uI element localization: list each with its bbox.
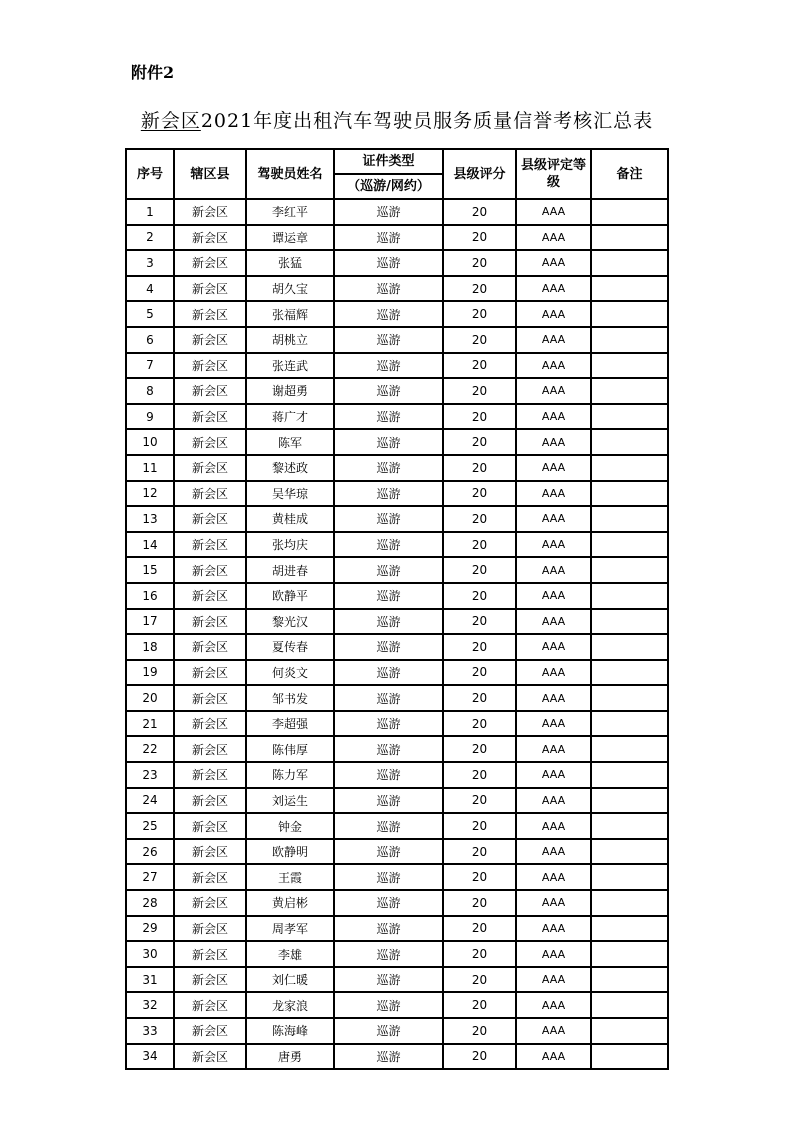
cell-district: 新会区 (174, 916, 246, 942)
cell-remarks (591, 506, 668, 532)
cell-driver-name: 夏传春 (246, 634, 334, 660)
cell-driver-name: 黄桂成 (246, 506, 334, 532)
cell-county-score: 20 (443, 429, 516, 455)
cell-driver-name: 张连武 (246, 353, 334, 379)
cell-seq: 18 (126, 634, 174, 660)
cell-cert-type: 巡游 (334, 506, 443, 532)
cell-county-grade: AAA (516, 404, 591, 430)
cell-driver-name: 黎述政 (246, 455, 334, 481)
cell-cert-type: 巡游 (334, 557, 443, 583)
cell-driver-name: 黎光汉 (246, 609, 334, 635)
table-row (126, 634, 668, 660)
table-row (126, 890, 668, 916)
cell-seq: 8 (126, 378, 174, 404)
cell-cert-type: 巡游 (334, 301, 443, 327)
cell-seq: 14 (126, 532, 174, 558)
cell-county-grade: AAA (516, 762, 591, 788)
cell-county-grade: AAA (516, 353, 591, 379)
cell-district: 新会区 (174, 404, 246, 430)
cell-county-score: 20 (443, 788, 516, 814)
cell-seq: 15 (126, 557, 174, 583)
cell-cert-type: 巡游 (334, 916, 443, 942)
cell-county-grade: AAA (516, 660, 591, 686)
cell-cert-type: 巡游 (334, 685, 443, 711)
cell-seq: 10 (126, 429, 174, 455)
cell-remarks (591, 532, 668, 558)
cell-remarks (591, 967, 668, 993)
cell-district: 新会区 (174, 199, 246, 225)
table-row (126, 250, 668, 276)
cell-cert-type: 巡游 (334, 327, 443, 353)
cell-cert-type: 巡游 (334, 711, 443, 737)
cell-cert-type: 巡游 (334, 788, 443, 814)
cell-county-grade: AAA (516, 685, 591, 711)
cell-county-grade: AAA (516, 481, 591, 507)
cell-driver-name: 李超强 (246, 711, 334, 737)
cell-driver-name: 王霞 (246, 864, 334, 890)
cell-remarks (591, 404, 668, 430)
cell-seq: 20 (126, 685, 174, 711)
cell-district: 新会区 (174, 1018, 246, 1044)
cell-county-grade: AAA (516, 199, 591, 225)
cell-remarks (591, 199, 668, 225)
cell-seq: 4 (126, 276, 174, 302)
cell-district: 新会区 (174, 941, 246, 967)
cell-county-grade: AAA (516, 1018, 591, 1044)
cell-district: 新会区 (174, 455, 246, 481)
cell-county-score: 20 (443, 301, 516, 327)
cell-cert-type: 巡游 (334, 429, 443, 455)
cell-district: 新会区 (174, 711, 246, 737)
cell-driver-name: 欧静平 (246, 583, 334, 609)
table-row (126, 557, 668, 583)
cell-remarks (591, 583, 668, 609)
table-row (126, 992, 668, 1018)
cell-county-grade: AAA (516, 813, 591, 839)
cell-county-grade: AAA (516, 711, 591, 737)
header-county-grade: 县级评定等级 (516, 149, 591, 199)
table-row (126, 199, 668, 225)
cell-remarks (591, 711, 668, 737)
cell-county-score: 20 (443, 864, 516, 890)
cell-district: 新会区 (174, 429, 246, 455)
cell-cert-type: 巡游 (334, 839, 443, 865)
cell-county-score: 20 (443, 967, 516, 993)
table-row (126, 301, 668, 327)
cell-district: 新会区 (174, 788, 246, 814)
cell-seq: 19 (126, 660, 174, 686)
cell-cert-type: 巡游 (334, 250, 443, 276)
header-cert-type-sub: （巡游/网约） (334, 174, 443, 199)
cell-county-score: 20 (443, 1018, 516, 1044)
table-row (126, 941, 668, 967)
cell-county-grade: AAA (516, 941, 591, 967)
cell-remarks (591, 301, 668, 327)
cell-district: 新会区 (174, 250, 246, 276)
cell-remarks (591, 839, 668, 865)
cell-cert-type: 巡游 (334, 992, 443, 1018)
cell-cert-type: 巡游 (334, 1044, 443, 1070)
title-district: 新会区 (140, 110, 201, 132)
cell-district: 新会区 (174, 660, 246, 686)
cell-district: 新会区 (174, 532, 246, 558)
cell-driver-name: 张均庆 (246, 532, 334, 558)
cell-remarks (591, 1044, 668, 1070)
cell-seq: 16 (126, 583, 174, 609)
cell-seq: 25 (126, 813, 174, 839)
cell-driver-name: 陈伟厚 (246, 736, 334, 762)
cell-driver-name: 邹书发 (246, 685, 334, 711)
cell-cert-type: 巡游 (334, 736, 443, 762)
table-row (126, 583, 668, 609)
attachment-label: 附件2 (131, 63, 175, 82)
cell-remarks (591, 788, 668, 814)
cell-driver-name: 黄启彬 (246, 890, 334, 916)
cell-county-grade: AAA (516, 583, 591, 609)
cell-remarks (591, 864, 668, 890)
cell-county-score: 20 (443, 532, 516, 558)
cell-district: 新会区 (174, 557, 246, 583)
cell-driver-name: 李红平 (246, 199, 334, 225)
cell-county-score: 20 (443, 276, 516, 302)
cell-remarks (591, 250, 668, 276)
cell-county-score: 20 (443, 557, 516, 583)
cell-remarks (591, 813, 668, 839)
cell-seq: 5 (126, 301, 174, 327)
cell-driver-name: 张猛 (246, 250, 334, 276)
cell-seq: 12 (126, 481, 174, 507)
cell-district: 新会区 (174, 481, 246, 507)
table-row (126, 864, 668, 890)
cell-remarks (591, 634, 668, 660)
cell-seq: 33 (126, 1018, 174, 1044)
cell-remarks (591, 660, 668, 686)
cell-driver-name: 陈军 (246, 429, 334, 455)
cell-county-grade: AAA (516, 609, 591, 635)
cell-county-score: 20 (443, 506, 516, 532)
cell-remarks (591, 429, 668, 455)
cell-driver-name: 陈力军 (246, 762, 334, 788)
cell-county-score: 20 (443, 839, 516, 865)
cell-county-grade: AAA (516, 839, 591, 865)
table-row (126, 1018, 668, 1044)
table-row (126, 788, 668, 814)
cell-driver-name: 谭运章 (246, 225, 334, 251)
cell-cert-type: 巡游 (334, 353, 443, 379)
cell-district: 新会区 (174, 736, 246, 762)
table-row (126, 916, 668, 942)
cell-driver-name: 刘仁暖 (246, 967, 334, 993)
cell-county-score: 20 (443, 711, 516, 737)
table-row (126, 481, 668, 507)
table-row (126, 327, 668, 353)
cell-county-grade: AAA (516, 429, 591, 455)
cell-remarks (591, 992, 668, 1018)
cell-district: 新会区 (174, 992, 246, 1018)
cell-county-score: 20 (443, 890, 516, 916)
cell-seq: 6 (126, 327, 174, 353)
cell-remarks (591, 890, 668, 916)
header-remarks: 备注 (591, 149, 668, 199)
cell-county-grade: AAA (516, 327, 591, 353)
table-row (126, 225, 668, 251)
cell-cert-type: 巡游 (334, 864, 443, 890)
cell-county-grade: AAA (516, 532, 591, 558)
cell-county-grade: AAA (516, 1044, 591, 1070)
cell-county-score: 20 (443, 583, 516, 609)
table-row (126, 967, 668, 993)
cell-driver-name: 陈海峰 (246, 1018, 334, 1044)
cell-cert-type: 巡游 (334, 634, 443, 660)
title-rest: 2021年度出租汽车驾驶员服务质量信誉考核汇总表 (200, 110, 654, 132)
table-row (126, 455, 668, 481)
cell-county-score: 20 (443, 609, 516, 635)
cell-driver-name: 龙家浪 (246, 992, 334, 1018)
cell-district: 新会区 (174, 685, 246, 711)
cell-cert-type: 巡游 (334, 967, 443, 993)
cell-cert-type: 巡游 (334, 225, 443, 251)
cell-remarks (591, 685, 668, 711)
summary-table (125, 148, 669, 1070)
cell-county-score: 20 (443, 353, 516, 379)
cell-driver-name: 刘运生 (246, 788, 334, 814)
cell-district: 新会区 (174, 276, 246, 302)
cell-cert-type: 巡游 (334, 1018, 443, 1044)
cell-county-score: 20 (443, 762, 516, 788)
cell-seq: 2 (126, 225, 174, 251)
cell-remarks (591, 455, 668, 481)
cell-seq: 21 (126, 711, 174, 737)
cell-remarks (591, 481, 668, 507)
cell-remarks (591, 941, 668, 967)
cell-county-grade: AAA (516, 250, 591, 276)
header-district: 辖区县 (174, 149, 246, 199)
cell-cert-type: 巡游 (334, 404, 443, 430)
cell-district: 新会区 (174, 225, 246, 251)
cell-seq: 3 (126, 250, 174, 276)
cell-driver-name: 谢超勇 (246, 378, 334, 404)
cell-seq: 17 (126, 609, 174, 635)
cell-county-score: 20 (443, 455, 516, 481)
table-row (126, 736, 668, 762)
cell-remarks (591, 1018, 668, 1044)
cell-district: 新会区 (174, 967, 246, 993)
cell-seq: 29 (126, 916, 174, 942)
cell-district: 新会区 (174, 762, 246, 788)
cell-driver-name: 李雄 (246, 941, 334, 967)
cell-driver-name: 蒋广才 (246, 404, 334, 430)
table-row (126, 276, 668, 302)
cell-seq: 26 (126, 839, 174, 865)
cell-county-score: 20 (443, 660, 516, 686)
table-row (126, 762, 668, 788)
cell-county-grade: AAA (516, 378, 591, 404)
cell-remarks (591, 916, 668, 942)
cell-county-grade: AAA (516, 276, 591, 302)
cell-county-score: 20 (443, 404, 516, 430)
table-row (126, 506, 668, 532)
cell-county-score: 20 (443, 250, 516, 276)
table-row (126, 378, 668, 404)
cell-seq: 30 (126, 941, 174, 967)
cell-district: 新会区 (174, 864, 246, 890)
cell-cert-type: 巡游 (334, 455, 443, 481)
table-row (126, 353, 668, 379)
cell-cert-type: 巡游 (334, 890, 443, 916)
cell-seq: 31 (126, 967, 174, 993)
table-row (126, 685, 668, 711)
cell-county-grade: AAA (516, 967, 591, 993)
table-row (126, 609, 668, 635)
cell-county-grade: AAA (516, 788, 591, 814)
cell-district: 新会区 (174, 327, 246, 353)
cell-remarks (591, 736, 668, 762)
cell-district: 新会区 (174, 583, 246, 609)
table-row (126, 711, 668, 737)
cell-county-score: 20 (443, 378, 516, 404)
table-body (126, 199, 668, 1069)
cell-seq: 32 (126, 992, 174, 1018)
table-row (126, 839, 668, 865)
cell-district: 新会区 (174, 378, 246, 404)
cell-cert-type: 巡游 (334, 660, 443, 686)
cell-county-score: 20 (443, 634, 516, 660)
cell-county-score: 20 (443, 813, 516, 839)
cell-remarks (591, 378, 668, 404)
cell-county-grade: AAA (516, 455, 591, 481)
cell-cert-type: 巡游 (334, 762, 443, 788)
header-county-score: 县级评分 (443, 149, 516, 199)
header-seq: 序号 (126, 149, 174, 199)
cell-cert-type: 巡游 (334, 199, 443, 225)
cell-remarks (591, 557, 668, 583)
cell-cert-type: 巡游 (334, 941, 443, 967)
cell-driver-name: 胡桃立 (246, 327, 334, 353)
cell-county-grade: AAA (516, 916, 591, 942)
cell-district: 新会区 (174, 634, 246, 660)
table-row (126, 1044, 668, 1070)
header-cert-type: 证件类型 (334, 149, 443, 174)
cell-county-grade: AAA (516, 301, 591, 327)
cell-district: 新会区 (174, 353, 246, 379)
cell-district: 新会区 (174, 1044, 246, 1070)
cell-county-score: 20 (443, 1044, 516, 1070)
cell-remarks (591, 353, 668, 379)
cell-county-score: 20 (443, 992, 516, 1018)
cell-driver-name: 吴华琼 (246, 481, 334, 507)
cell-seq: 1 (126, 199, 174, 225)
table-row (126, 532, 668, 558)
cell-driver-name: 胡久宝 (246, 276, 334, 302)
cell-county-score: 20 (443, 736, 516, 762)
cell-cert-type: 巡游 (334, 276, 443, 302)
cell-remarks (591, 762, 668, 788)
cell-county-score: 20 (443, 327, 516, 353)
cell-district: 新会区 (174, 839, 246, 865)
cell-county-grade: AAA (516, 225, 591, 251)
cell-district: 新会区 (174, 506, 246, 532)
cell-driver-name: 唐勇 (246, 1044, 334, 1070)
cell-county-grade: AAA (516, 736, 591, 762)
header-row (126, 149, 668, 174)
cell-driver-name: 钟金 (246, 813, 334, 839)
cell-seq: 23 (126, 762, 174, 788)
cell-cert-type: 巡游 (334, 813, 443, 839)
page-title (0, 106, 794, 133)
header-driver-name: 驾驶员姓名 (246, 149, 334, 199)
table-row (126, 404, 668, 430)
table-row (126, 660, 668, 686)
cell-district: 新会区 (174, 301, 246, 327)
cell-district: 新会区 (174, 813, 246, 839)
cell-county-score: 20 (443, 941, 516, 967)
cell-county-score: 20 (443, 916, 516, 942)
cell-seq: 13 (126, 506, 174, 532)
cell-cert-type: 巡游 (334, 532, 443, 558)
cell-seq: 27 (126, 864, 174, 890)
cell-remarks (591, 327, 668, 353)
cell-driver-name: 何炎文 (246, 660, 334, 686)
cell-seq: 34 (126, 1044, 174, 1070)
cell-driver-name: 张福辉 (246, 301, 334, 327)
cell-cert-type: 巡游 (334, 609, 443, 635)
cell-county-grade: AAA (516, 506, 591, 532)
cell-cert-type: 巡游 (334, 583, 443, 609)
cell-driver-name: 欧静明 (246, 839, 334, 865)
cell-remarks (591, 609, 668, 635)
cell-district: 新会区 (174, 609, 246, 635)
table-row (126, 429, 668, 455)
cell-county-score: 20 (443, 199, 516, 225)
cell-county-grade: AAA (516, 890, 591, 916)
cell-driver-name: 胡进春 (246, 557, 334, 583)
cell-seq: 24 (126, 788, 174, 814)
cell-remarks (591, 225, 668, 251)
cell-driver-name: 周孝军 (246, 916, 334, 942)
cell-county-grade: AAA (516, 992, 591, 1018)
cell-county-grade: AAA (516, 864, 591, 890)
cell-county-score: 20 (443, 481, 516, 507)
cell-cert-type: 巡游 (334, 481, 443, 507)
cell-remarks (591, 276, 668, 302)
table-row (126, 813, 668, 839)
cell-seq: 28 (126, 890, 174, 916)
cell-county-score: 20 (443, 225, 516, 251)
cell-seq: 9 (126, 404, 174, 430)
cell-seq: 7 (126, 353, 174, 379)
cell-seq: 11 (126, 455, 174, 481)
cell-seq: 22 (126, 736, 174, 762)
cell-county-grade: AAA (516, 557, 591, 583)
cell-county-grade: AAA (516, 634, 591, 660)
cell-cert-type: 巡游 (334, 378, 443, 404)
cell-county-score: 20 (443, 685, 516, 711)
cell-district: 新会区 (174, 890, 246, 916)
